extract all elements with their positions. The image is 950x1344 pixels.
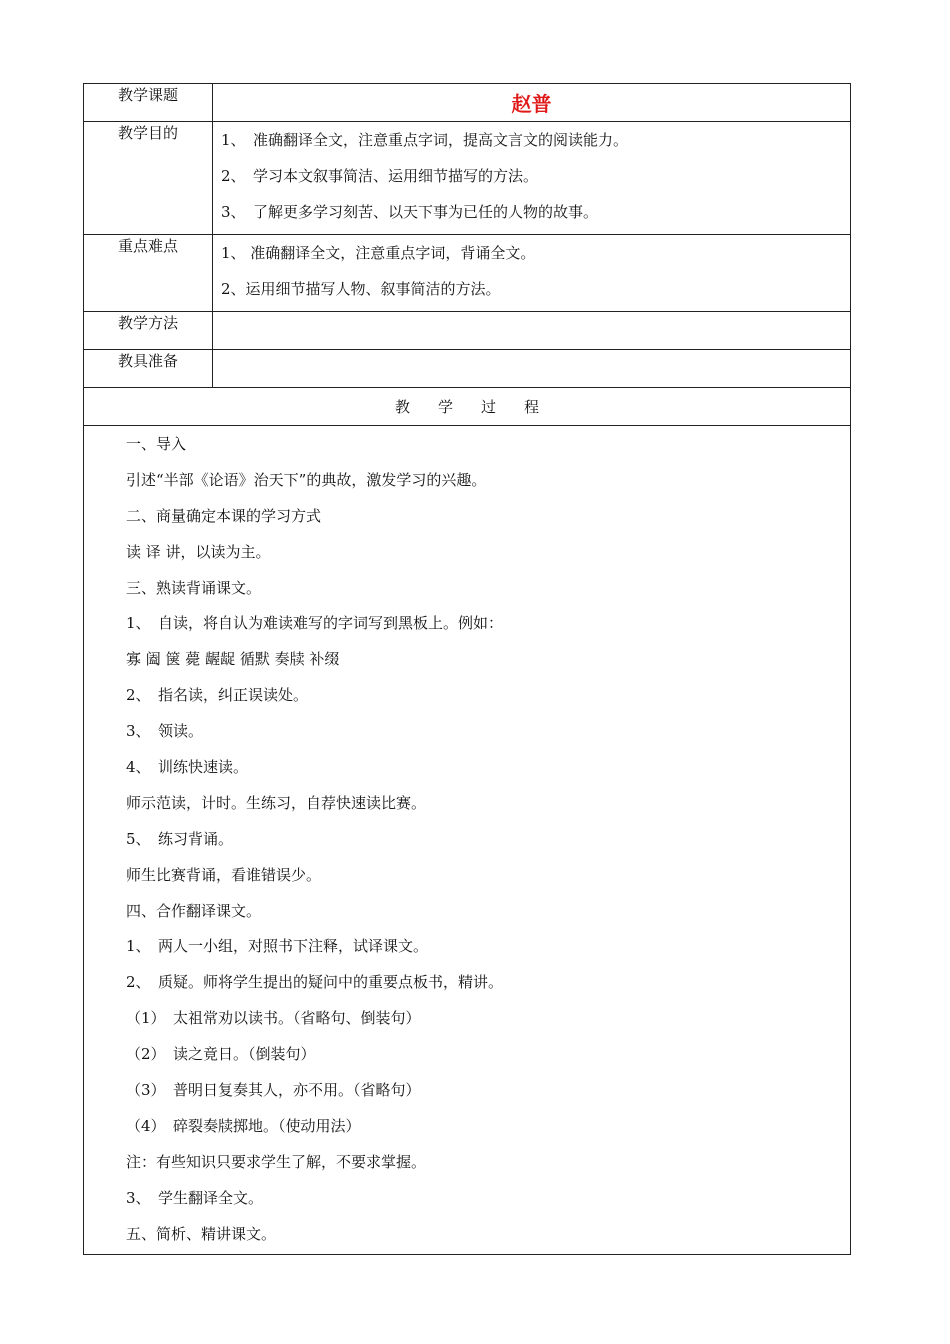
method-label: 教学方法 — [84, 312, 213, 350]
objective-item: 1、 准确翻译全文，注意重点字词，提高文言文的阅读能力。 — [221, 131, 629, 149]
process-line: （1） 太祖常劝以读书。（省略句、倒装句） — [126, 1009, 421, 1028]
objectives-row — [84, 122, 851, 235]
process-line: 2、 质疑。师将学生提出的疑问中的重要点板书，精讲。 — [126, 973, 504, 992]
process-line: 5、 练习背诵。 — [126, 829, 234, 848]
materials-value — [213, 350, 851, 388]
objective-item: 2、 学习本文叙事简洁、运用细节描写的方法。 — [221, 167, 539, 185]
process-header-row — [84, 388, 851, 426]
process-line: 五、简析、精讲课文。 — [126, 1224, 277, 1243]
objective-item: 3、 了解更多学习刻苦、以天下事为已任的人物的故事。 — [221, 203, 599, 221]
process-line: 二、商量确定本课的学习方式 — [126, 506, 322, 525]
materials-row — [84, 350, 851, 388]
topic-title-cell — [213, 84, 851, 122]
process-row — [84, 426, 851, 1255]
key-point-item: 2、运用细节描写人物、叙事简洁的方法。 — [221, 280, 501, 298]
process-line: 3、 学生翻译全文。 — [126, 1188, 264, 1207]
process-line: 四、合作翻译课文。 — [126, 901, 262, 920]
materials-label: 教具准备 — [84, 350, 213, 388]
process-line: 一、导入 — [126, 435, 187, 453]
lesson-plan-table — [83, 83, 851, 1255]
objectives-label: 教学目的 — [84, 122, 213, 235]
process-line: 三、熟读背诵课文。 — [126, 578, 262, 597]
process-line: 1、 自读，将自认为难读难写的字词写到黑板上。例如： — [126, 614, 504, 633]
key-points-cell — [213, 235, 851, 312]
method-value — [213, 312, 851, 350]
process-line: 3、 领读。 — [126, 722, 204, 741]
process-header: 教学过程 — [84, 388, 851, 426]
process-line: （3） 普明日复奏其人，亦不用。（省略句） — [126, 1081, 421, 1100]
lesson-title: 赵普 — [511, 92, 552, 116]
process-line: 引述“半部《论语》治天下”的典故，激发学习的兴趣。 — [126, 470, 487, 489]
key-points-row — [84, 235, 851, 312]
method-row — [84, 312, 851, 350]
key-points-label: 重点难点 — [84, 235, 213, 312]
objectives-cell — [213, 122, 851, 235]
process-line: （2） 读之竟日。（倒装句） — [126, 1045, 316, 1064]
topic-label: 教学课题 — [84, 84, 213, 122]
process-line: 师生比赛背诵，看谁错误少。 — [126, 865, 322, 884]
process-line: （4） 碎裂奏牍掷地。（使动用法） — [126, 1116, 361, 1135]
process-line: 师示范读，计时。生练习，自荐快速读比赛。 — [126, 793, 427, 812]
process-line: 寡 阖 箧 薨 龌龊 循默 奏牍 补缀 — [126, 650, 340, 669]
process-line: 1、 两人一小组，对照书下注释，试译课文。 — [126, 937, 429, 956]
key-point-item: 1、 准确翻译全文，注意重点字词，背诵全文。 — [221, 244, 536, 262]
process-line: 2、 指名读，纠正误读处。 — [126, 686, 309, 705]
process-line: 4、 训练快速读。 — [126, 758, 249, 777]
process-content — [84, 426, 851, 1255]
topic-row — [84, 84, 851, 122]
process-line: 读 译 讲，以读为主。 — [126, 542, 271, 561]
process-line: 注：有些知识只要求学生了解，不要求掌握。 — [126, 1152, 427, 1171]
